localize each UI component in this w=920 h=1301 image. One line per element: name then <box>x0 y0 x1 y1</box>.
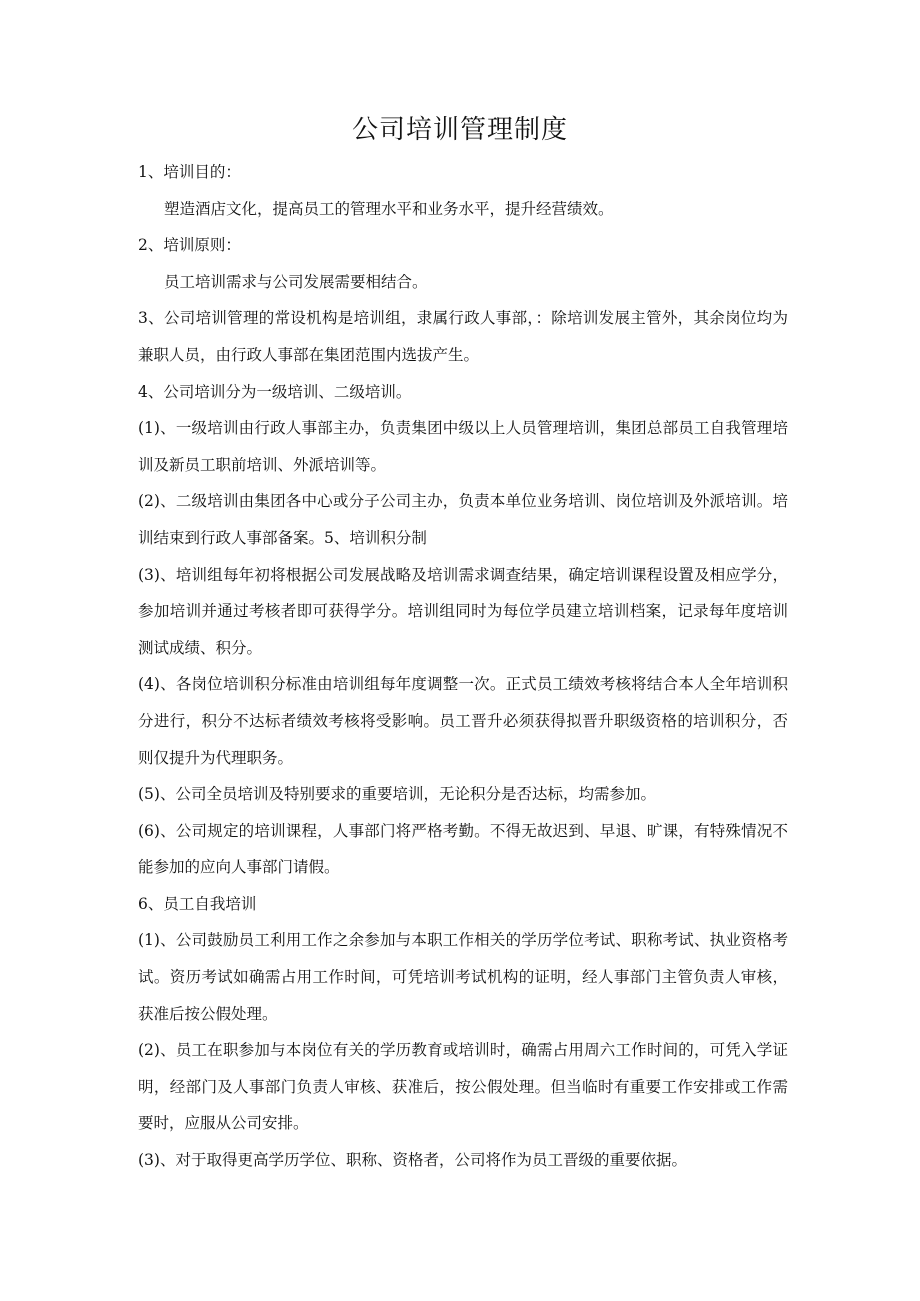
document-title: 公司培训管理制度 <box>351 115 568 145</box>
paragraph-item: (4)、各岗位培训积分标准由培训组每年度调整一次。正式员工绩效考核将结合本人全年培训积分进行，积分不达标者绩效考核将受影响。员工晋升必须获得拟晋升职级资格的培训积分，否则仅提升为代理职务。 <box>138 675 788 767</box>
paragraph-section-3: 3、公司培训管理的常设机构是培训组，隶属行政人事部，：除培训发展主管外，其余岗位均为兼职人员，由行政人事部在集团范围内选拔产生。 <box>138 309 788 364</box>
paragraph-item: (3)、培训组每年初将根据公司发展战略及培训需求调查结果，确定培训课程设置及相应学分，参加培训并通过考核者即可获得学分。培训组同时为每位学员建立培训档案，记录每年度培训测试成绩、积分。 <box>138 565 788 657</box>
section-heading-self-training: 6、员工自我培训 <box>138 894 257 913</box>
document-body <box>138 154 788 1179</box>
paragraph-section-4: 4、公司培训分为一级培训、二级培训。 <box>138 382 412 401</box>
paragraph-item: (3)、对于取得更高学历学位、职称、资格者，公司将作为员工晋级的重要依据。 <box>138 1151 687 1170</box>
paragraph-item: (2)、二级培训由集团各中心或分子公司主办，负责本单位业务培训、岗位培训及外派培训。培训结束到行政人事部备案。5、培训积分制 <box>138 492 788 547</box>
section-heading-principle: 2、培训原则： <box>138 236 241 255</box>
paragraph-purpose: 塑造酒店文化，提高员工的管理水平和业务水平，提升经营绩效。 <box>164 199 614 218</box>
paragraph-item: (1)、一级培训由行政人事部主办，负责集团中级以上人员管理培训，集团总部员工自我管理培训及新员工职前培训、外派培训等。 <box>138 419 788 474</box>
paragraph-item: (6)、公司规定的培训课程，人事部门将严格考勤。不得无故迟到、早退、旷课，有特殊情况不能参加的应向人事部门请假。 <box>138 821 788 877</box>
paragraph-item: (5)、公司全员培训及特别要求的重要培训，无论积分是否达标，均需参加。 <box>138 785 656 804</box>
section-heading-purpose: 1、培训目的： <box>138 163 241 181</box>
paragraph-item: (1)、公司鼓励员工利用工作之余参加与本职工作相关的学历学位考试、职称考试、执业资格考试。资历考试如确需占用工作时间，可凭培训考试机构的证明，经人事部门主管负责人审核，获准后按公假处理。 <box>138 931 788 1023</box>
paragraph-item: (2)、员工在职参加与本岗位有关的学历教育或培训时，确需占用周六工作时间的，可凭入学证明，经部门及人事部门负责人审核、获准后，按公假处理。但当临时有重要工作安排或工作需要时，应服从公司安排。 <box>138 1041 788 1133</box>
paragraph-principle: 员工培训需求与公司发展需要相结合。 <box>164 272 428 291</box>
